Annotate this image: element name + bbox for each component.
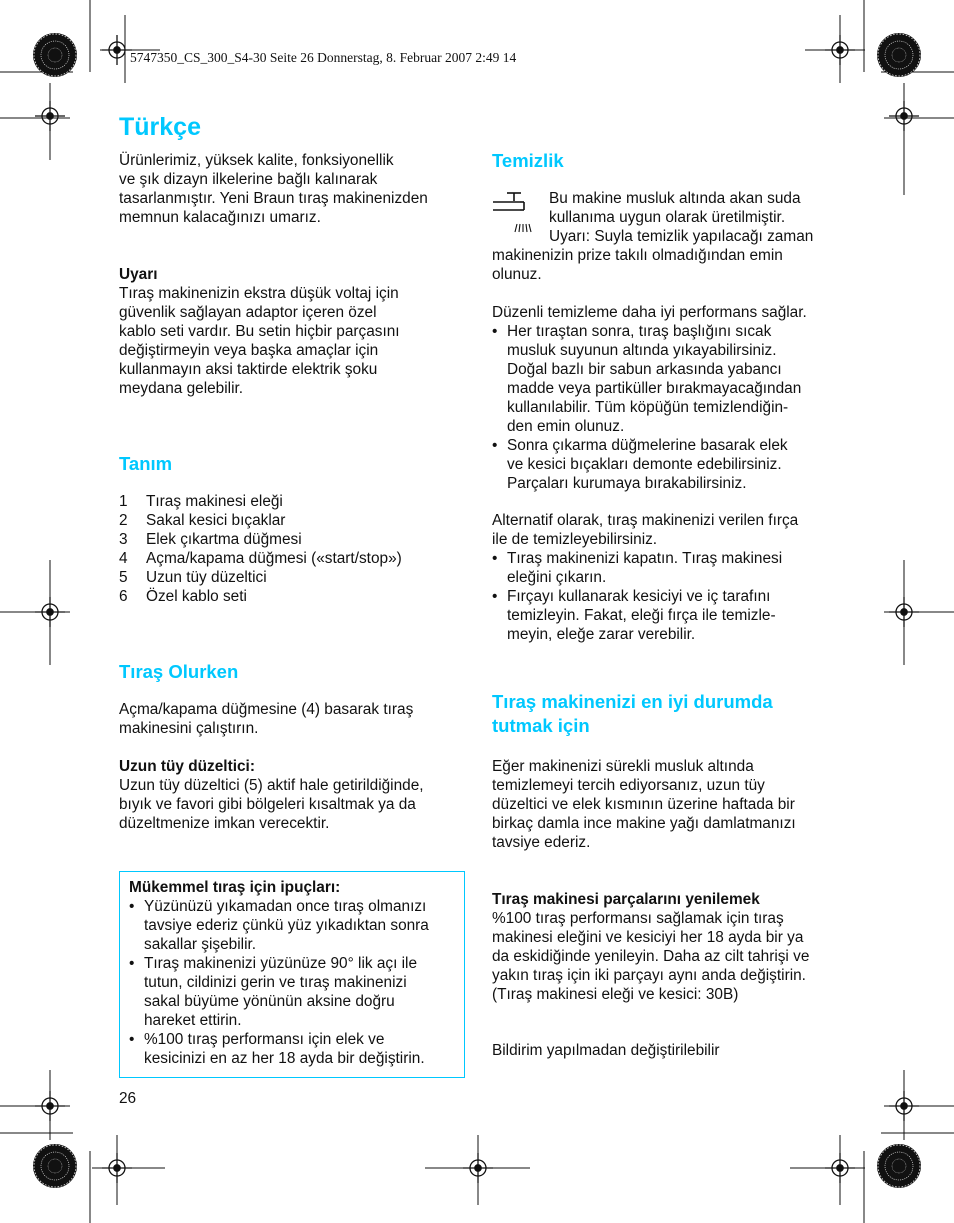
list-item: • Her tıraştan sonra, tıraş başlığını sıcak musluk suyunun altında yıkayabilirsiniz. Doğal bazlı bir sabun arkasında yabancı madde veya partiküller bırakmayacağından kullanılabilir. Tüm köpüğün temizlendiğin- den emin olunuz. — [492, 322, 842, 436]
list-item: 2 Sakal kesici bıçaklar — [119, 512, 286, 529]
parts-replacement: Tıraş makinesi parçalarını yenilemek %100 tıraş performansı sağlamak için tıraş makinesi eleğini ve kesiciyi her 18 ayda bir ya da eskidiğinde yenileyin. Daha az cilt tahrişi ve yakın tıraş için iki parçayı aynı anda değiştirin. (Tıraş makinesi eleği ve kesici: 30B) — [492, 890, 862, 1004]
cleaning-heading: Temizlik — [492, 150, 564, 171]
list-item: • %100 tıraş performansı için elek ve kesicinizi en az her 18 ayda bir değiştirin. — [129, 1030, 456, 1068]
brush-cleaning: Alternatif olarak, tıraş makinenizi verilen fırça ile de temizleyebilirsiniz. • Tıraş makinenizi kapatın. Tıraş makinesi eleğini çıkarın. • Fırçayı kullanarak kesiciyi ve iç tarafını temizleyin. Fakat, eleği fırça ile temizle- meyin, eleğe zarar verebilir. — [492, 511, 842, 644]
list-item: • Fırçayı kullanarak kesiciyi ve iç tarafını temizleyin. Fakat, eleği fırça ile temizle- meyin, eleğe zarar verebilir. — [492, 587, 842, 644]
page-number: 26 — [119, 1090, 137, 1107]
list-item: 6 Özel kablo seti — [119, 588, 247, 605]
list-item: • Tıraş makinenizi yüzünüze 90° lik açı ile tutun, cildinizi gerin ve tıraş makinenizi sakal büyüme yönünün aksine doğru hareket ettirin. — [129, 954, 456, 1030]
shaving-heading: Tıraş Olurken — [119, 661, 239, 682]
description-heading: Tanım — [119, 453, 173, 474]
regular-cleaning-list — [492, 322, 842, 493]
trimmer-heading: Uzun tüy düzeltici: — [119, 758, 255, 775]
list-item: 3 Elek çıkartma düğmesi — [119, 531, 302, 548]
tips-heading: Mükemmel tıraş için ipuçları: — [129, 879, 341, 896]
page-title: Türkçe — [119, 113, 201, 141]
print-header: 5747350_CS_300_S4-30 Seite 26 Donnerstag, 8. Februar 2007 2:49 14 — [130, 50, 517, 65]
cleaning-warning-cont: makinenizin prize takılı olmadığından emin olunuz. — [492, 247, 783, 283]
shaving-paragraph: Açma/kapama düğmesine (4) basarak tıraş makinesini çalıştırın. — [119, 701, 414, 737]
maintenance-heading: Tıraş makinenizi en iyi durumda tutmak için — [492, 691, 773, 736]
warning-section: Uyarı Tıraş makinenizin ekstra düşük voltaj için güvenlik sağlayan adaptor içeren özel kablo seti vardır. Bu setin hiçbir parçasını değiştirmeyin veya başka amaçlar için kullanmayın aksi taktirde elektrik şoku meydana gelebilir. — [119, 265, 464, 398]
list-item: • Tıraş makinenizi kapatın. Tıraş makinesi eleğini çıkarın. — [492, 549, 842, 587]
cleaning-warning: Bu makine musluk altında akan suda kullanıma uygun olarak üretilmiştir. Uyarı: Suyla temizlik yapılacağı zaman — [549, 190, 814, 245]
tips-box — [119, 871, 465, 1078]
list-item: 1 Tıraş makinesi eleği — [119, 493, 283, 510]
faucet-icon — [492, 190, 532, 234]
warning-heading: Uyarı — [119, 266, 158, 283]
list-item: • Sonra çıkarma düğmelerine basarak elek ve kesici bıçakları demonte edebilirsiniz. Parçaları kurumaya bırakabilirsiniz. — [492, 436, 842, 493]
list-item: 5 Uzun tüy düzeltici — [119, 569, 267, 586]
parts-list — [119, 492, 464, 606]
tips-list — [129, 897, 456, 1068]
brush-cleaning-list — [492, 549, 842, 644]
intro-paragraph: Ürünlerimiz, yüksek kalite, fonksiyonellik ve şık dizayn ilkelerine bağlı kalınarak tasarlanmıştır. Yeni Braun tıraş makinenizden memnun kalacağınızı umarız. — [119, 152, 428, 226]
regular-cleaning: Düzenli temizleme daha iyi performans sağlar. • Her tıraştan sonra, tıraş başlığını sıcak musluk suyunun altında yıkayabilirsiniz. Doğal bazlı bir sabun arkasında yabancı madde veya partiküller bırakmayacağından kullanılabilir. Tüm köpüğün temizlendiğin- den emin olunuz. • Sonra çıkarma düğmelerine basarak elek ve kesici bıçakları demonte edebilirsiniz. Parçaları kurumaya bırakabilirsiniz. — [492, 303, 842, 493]
list-item: 4 Açma/kapama düğmesi («start/stop») — [119, 550, 402, 567]
list-item: • Yüzünüzü yıkamadan once tıraş olmanızı tavsiye ederiz çünkü yüz yıkadıktan sonra sakallar şişebilir. — [129, 897, 456, 954]
trimmer-section: Uzun tüy düzeltici: Uzun tüy düzeltici (5) aktif hale getirildiğinde, bıyık ve favori gibi bölgeleri kısaltmak ya da düzeltmenize imkan verecektir. — [119, 757, 469, 833]
maintenance-paragraph: Eğer makinenizi sürekli musluk altında temizlemeyi tercih ediyorsanız, uzun tüy düzeltici ve elek kısmının üzerine haftada bir birkaç damla ince makine yağı damlatmanızı tavsiye ederiz. — [492, 758, 796, 851]
parts-heading: Tıraş makinesi parçalarını yenilemek — [492, 891, 760, 908]
footer-note: Bildirim yapılmadan değiştirilebilir — [492, 1042, 720, 1059]
